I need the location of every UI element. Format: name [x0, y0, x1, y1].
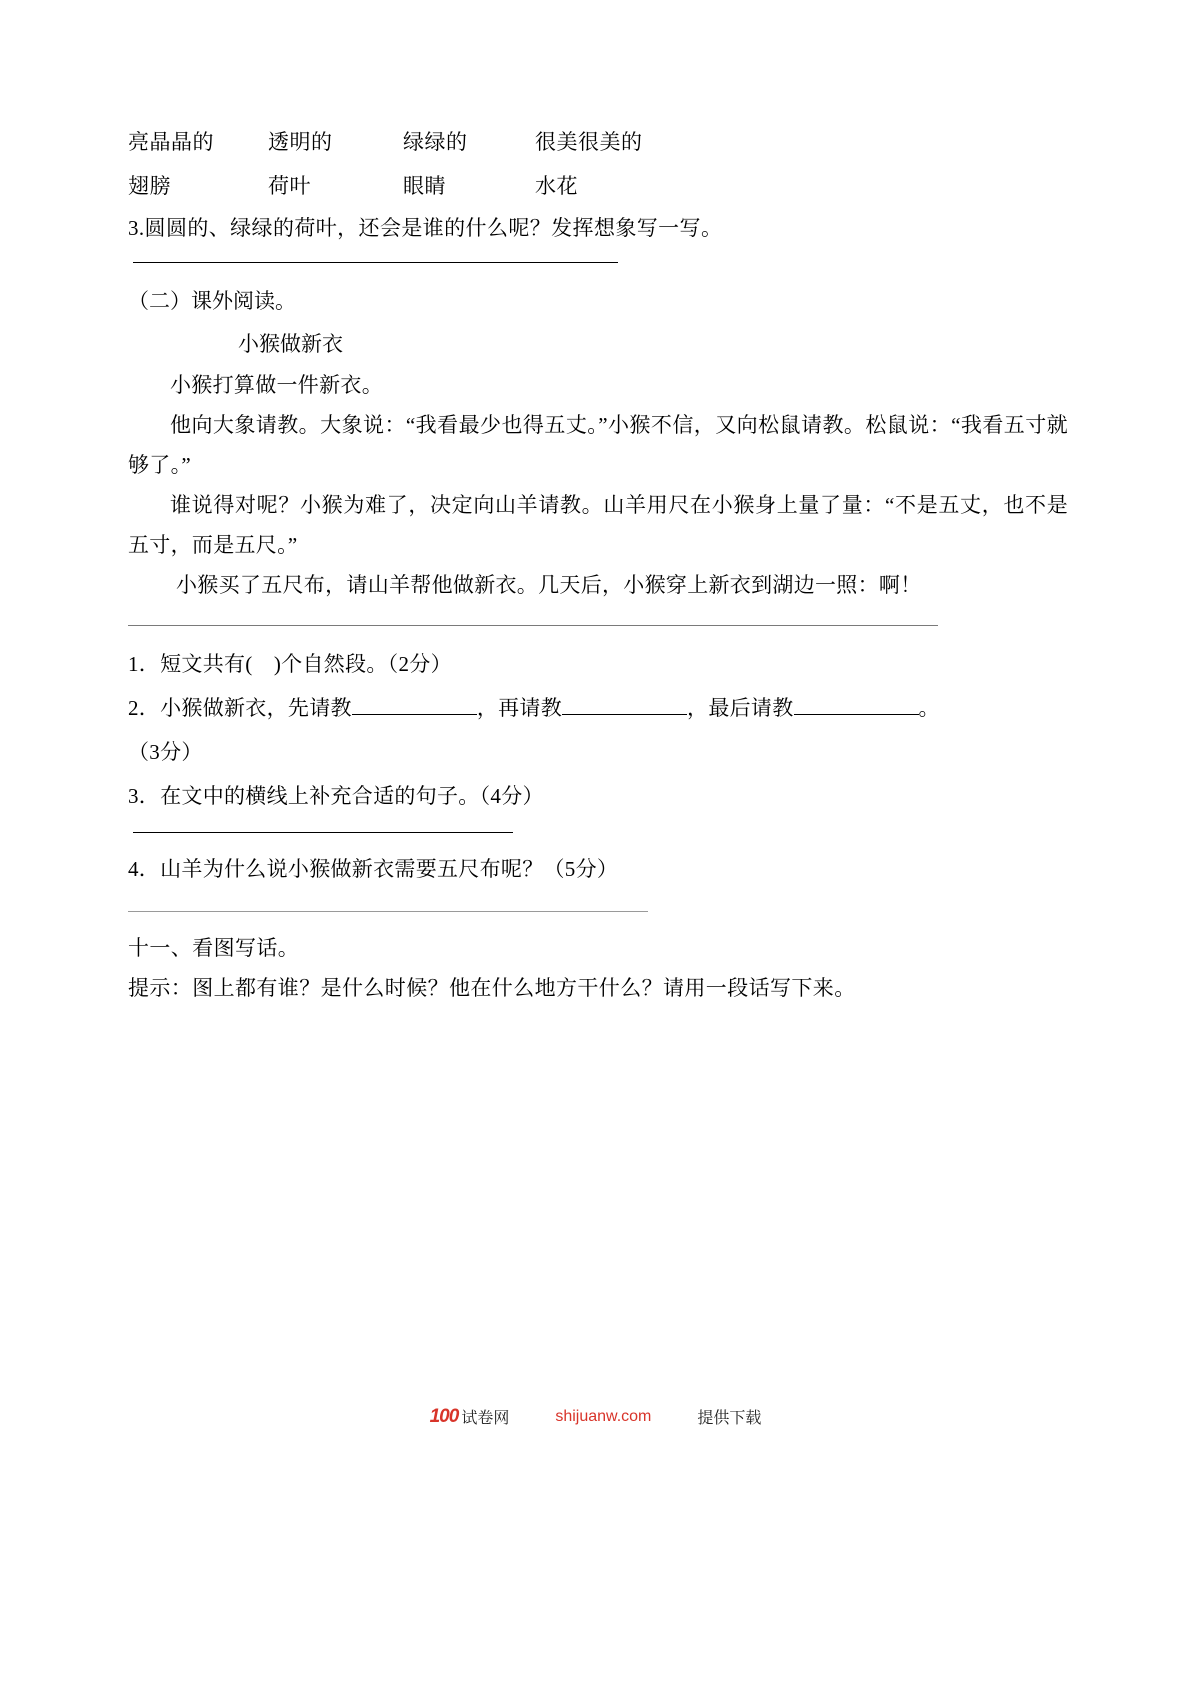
word-bank-item: 荷叶 — [268, 174, 311, 198]
passage-paragraph: 谁说得对呢？小猴为难了，决定向山羊请教。山羊用尺在小猴身上量了量：“不是五丈，也不是五寸，而是五尺。” — [128, 493, 1068, 557]
word-bank-row-1 — [128, 120, 1068, 164]
passage-paragraph: 小猴打算做一件新衣。 — [170, 373, 383, 397]
page-footer — [0, 1405, 1191, 1428]
word-bank-item: 很美很美的 — [535, 130, 643, 154]
question-2-score: （3分） — [128, 740, 203, 764]
question-2-suffix: 。 — [918, 696, 940, 720]
logo-number: 100 — [429, 1405, 459, 1427]
question-2-blank-1[interactable] — [352, 714, 477, 715]
document-content — [128, 120, 1068, 1008]
download-label: 提供下载 — [697, 1410, 762, 1427]
word-bank-item: 翅膀 — [128, 174, 171, 198]
question-2-blank-3[interactable] — [794, 714, 919, 715]
reading-question-3: 3．在文中的横线上补充合适的句子。（4分） — [128, 784, 544, 808]
word-bank-item: 亮晶晶的 — [128, 130, 214, 154]
answer-line-reading-q4 — [128, 911, 648, 912]
reading-question-4: 4．山羊为什么说小猴做新衣需要五尺布呢？（5分） — [128, 857, 619, 881]
question-2-mid-1: ，再请教 — [476, 696, 563, 720]
passage-fill-line — [128, 625, 938, 626]
section-eleven-hint: 提示：图上都有谁？是什么时候？他在什么地方干什么？请用一段话写下来。 — [128, 976, 856, 1000]
section-two-heading: （二）课外阅读。 — [128, 289, 296, 313]
answer-line-q3 — [133, 262, 618, 263]
question-2-blank-2[interactable] — [562, 714, 687, 715]
question-3-imagine: 3.圆圆的、绿绿的荷叶，还会是谁的什么呢？发挥想象写一写。 — [128, 216, 723, 240]
site-logo — [430, 1405, 510, 1428]
logo-label: 试卷网 — [461, 1410, 510, 1427]
question-2-mid-2: ，最后请教 — [687, 696, 794, 720]
reading-question-2 — [128, 686, 1068, 730]
answer-line-reading-q3 — [133, 832, 513, 833]
word-bank-row-2 — [128, 164, 1068, 208]
word-bank-item: 绿绿的 — [403, 130, 468, 154]
site-url: shijuanw.com — [555, 1407, 652, 1425]
passage-title: 小猴做新衣 — [238, 332, 343, 356]
reading-question-1: 1．短文共有( )个自然段。（2分） — [128, 652, 452, 676]
word-bank-item: 水花 — [535, 174, 578, 198]
section-eleven-heading: 十一、看图写话。 — [128, 936, 300, 960]
word-bank-item: 眼睛 — [403, 174, 446, 198]
word-bank-item: 透明的 — [268, 130, 333, 154]
passage-paragraph: 他向大象请教。大象说：“我看最少也得五丈。”小猴不信，又向松鼠请教。松鼠说：“我看五寸就够了。” — [128, 413, 1068, 477]
passage-paragraph: 小猴买了五尺布，请山羊帮他做新衣。几天后，小猴穿上新衣到湖边一照：啊！ — [176, 573, 922, 597]
question-2-prefix: 2．小猴做新衣，先请教 — [128, 696, 352, 720]
